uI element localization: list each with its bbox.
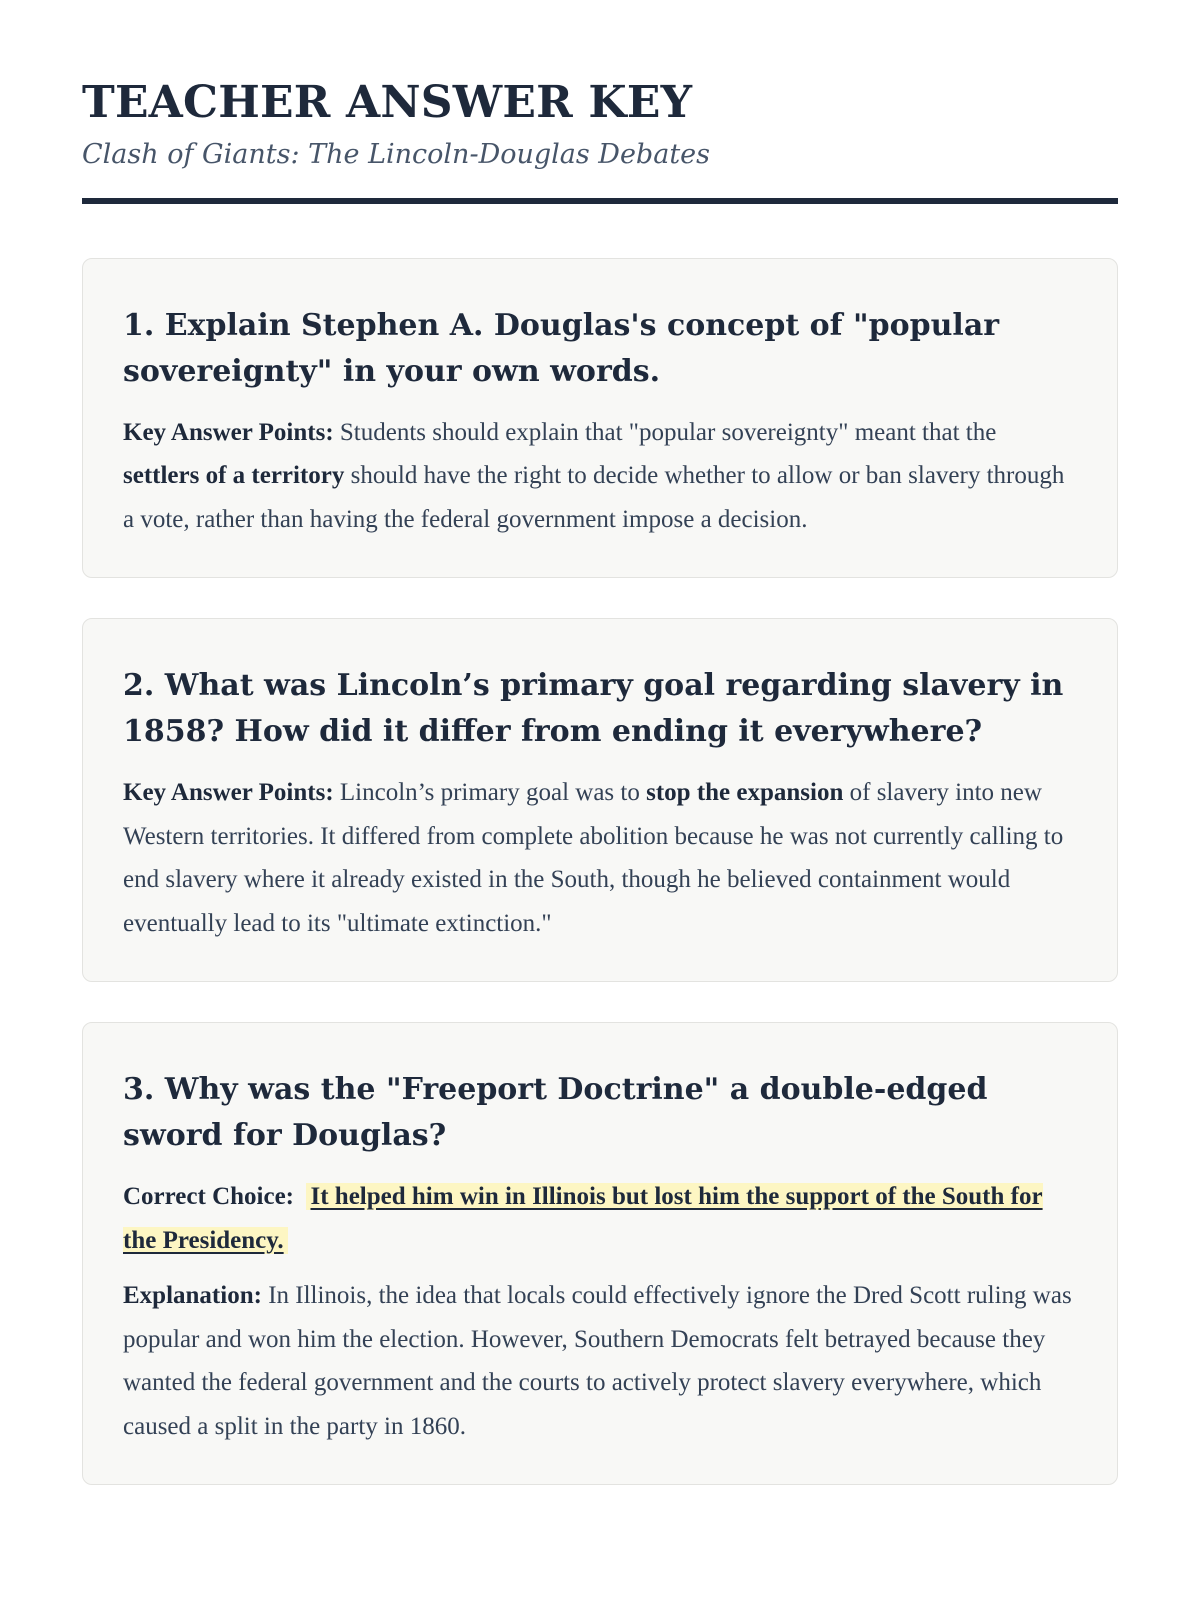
question-card-3 bbox=[82, 1022, 1118, 1485]
explanation-text bbox=[123, 1274, 1077, 1448]
answer-label: Key Answer Points: bbox=[123, 418, 334, 446]
document-header bbox=[82, 78, 1118, 170]
correct-choice bbox=[123, 1175, 1077, 1262]
answer-emphasis: stop the expansion bbox=[646, 779, 844, 807]
explanation-label: Explanation: bbox=[123, 1282, 262, 1310]
question-title: 1. Explain Stephen A. Douglas's concept of "popular sovereignty" in your own words. bbox=[123, 307, 1000, 389]
question-title: 3. Why was the "Freeport Doctrine" a double-edged sword for Douglas? bbox=[123, 1072, 988, 1154]
question-card-2 bbox=[82, 618, 1118, 982]
correct-choice-label: Correct Choice: bbox=[123, 1183, 294, 1211]
answer-text-part: Lincoln’s primary goal was to bbox=[333, 779, 647, 807]
answer-emphasis: settlers of a territory bbox=[123, 462, 345, 490]
question-card-1 bbox=[82, 258, 1118, 579]
page-subtitle: Clash of Giants: The Lincoln-Douglas Debates bbox=[82, 138, 711, 170]
question-title: 2. What was Lincoln’s primary goal regarding slavery in 1858? How did it differ from ending it everywhere? bbox=[123, 668, 1064, 750]
answer-text-part: of slavery into new Western territories. It differed from complete abolition because he was not currently calling to end slavery where it already existed in the South, though he believed containment would eventually lead to its "ultimate extinction." bbox=[123, 779, 1064, 937]
answer-text bbox=[123, 411, 1077, 542]
answer-text-part: Students should explain that "popular sovereignty" meant that the bbox=[333, 418, 997, 446]
page-title: TEACHER ANSWER KEY bbox=[82, 77, 693, 128]
answer-label: Key Answer Points: bbox=[123, 779, 334, 807]
correct-choice-highlight: It helped him win in Illinois but lost him the support of the South for the Presidency. bbox=[123, 1183, 1043, 1254]
explanation-body: In Illinois, the idea that locals could effectively ignore the Dred Scott ruling was popular and won him the election. However, Southern Democrats felt betrayed because they wanted the federal government and the courts to actively protect slavery everywhere, which caused a split in the party in 1860. bbox=[123, 1282, 1072, 1440]
answer-text-part: should have the right to decide whether to allow or ban slavery through a vote, rather than having the federal government impose a decision. bbox=[123, 462, 1065, 533]
header-divider bbox=[82, 198, 1118, 204]
answer-text bbox=[123, 771, 1077, 945]
